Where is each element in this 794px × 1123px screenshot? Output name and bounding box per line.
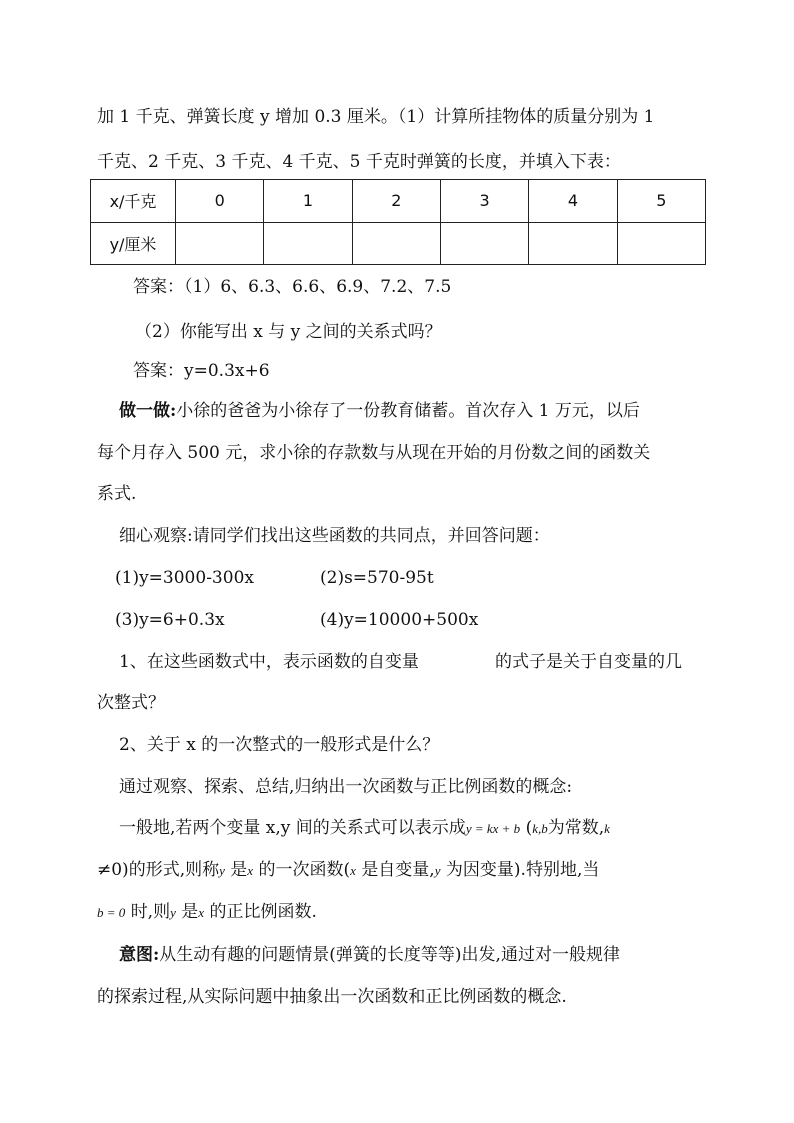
table-cell (176, 222, 264, 265)
def-text: ( (525, 818, 533, 838)
equation-b-0: b = 0 (97, 905, 126, 920)
intent-line-1 (119, 943, 620, 967)
def-text: 是 (181, 902, 199, 922)
def-text: 时,则 (130, 902, 171, 922)
intent-text-1: 从生动有趣的问题情景(弹簧的长度等等)出发,通过对一般规律 (159, 945, 620, 965)
question-2-form: 2、关于 x 的一次整式的一般形式是什么？ (119, 735, 440, 755)
text-line-2: 千克、2 千克、3 千克、4 千克、5 千克时弹簧的长度，并填入下表： (97, 152, 621, 172)
observe-line: 细心观察:请同学们找出这些函数的共同点，并回答问题： (119, 526, 550, 546)
text-line-1: 加 1 千克、弹簧长度 y 增加 0.3 厘米。（1）计算所挂物体的质量分别为 1 (97, 107, 655, 127)
table-header-y: y/厘米 (91, 222, 176, 265)
table-cell (440, 222, 528, 265)
math-y: y (219, 863, 225, 878)
intent-line-2: 的探索过程,从实际问题中抽象出一次函数和正比例函数的概念. (97, 987, 567, 1007)
table-cell: 5 (617, 180, 705, 223)
table-cell: 2 (352, 180, 440, 223)
table-cell (617, 222, 705, 265)
formula-1: (1)y=3000-300x (115, 568, 254, 588)
math-y: y (170, 905, 176, 920)
math-y: y (434, 863, 441, 878)
def-text: 为常数, (547, 818, 605, 838)
definition-line-3 (97, 900, 317, 925)
def-text: 的一次函数( (258, 860, 351, 880)
question-1c: 次整式？ (97, 693, 165, 713)
table-cell (529, 222, 617, 265)
math-k-b: k,b (532, 821, 548, 836)
math-x: x (247, 863, 254, 878)
def-text: 的正比例函数. (209, 902, 317, 922)
activity-text-1: 小徐的爸爸为小徐存了一份教育储蓄。首次存入 1 万元，以后 (176, 401, 640, 421)
activity-line-2: 每个月存入 500 元，求小徐的存款数与从现在开始的月份数之间的函数关 (97, 443, 651, 463)
table-cell: 4 (529, 180, 617, 223)
question-2: （2）你能写出 x 与 y 之间的关系式吗？ (135, 322, 442, 342)
def-text: 是自变量, (361, 860, 435, 880)
equation-y-kx-b: y = kx + b (465, 821, 521, 836)
table-cell (264, 222, 352, 265)
table-cell: 1 (264, 180, 352, 223)
intent-label: 意图: (119, 945, 160, 965)
activity-label: 做一做: (119, 401, 177, 421)
table-cell: 0 (176, 180, 264, 223)
math-x: x (350, 863, 356, 878)
answer-1: 答案：（1）6、6.3、6.6、6.9、7.2、7.5 (133, 277, 452, 297)
table-row (91, 180, 706, 223)
table-cell: 3 (440, 180, 528, 223)
activity-line-3: 系式. (97, 484, 137, 504)
def-text: ≠0)的形式,则称 (97, 860, 220, 880)
def-text: 一般地,若两个变量 x,y 间的关系式可以表示成 (119, 818, 466, 838)
formula-4: (4)y=10000+500x (320, 610, 479, 630)
question-1a: 1、在这些函数式中，表示函数的自变量 (119, 652, 419, 672)
formula-3: (3)y=6+0.3x (115, 610, 225, 630)
def-text: 是 (230, 860, 248, 880)
table-row (91, 222, 706, 265)
table-cell (352, 222, 440, 265)
definition-line-1 (119, 816, 610, 841)
table-header-x: x/千克 (91, 180, 176, 223)
answer-2: 答案：y=0.3x+6 (133, 361, 270, 381)
definition-line-2 (97, 858, 599, 883)
question-1b: 的式子是关于自变量的几 (495, 652, 682, 672)
def-text: 为因变量).特别地,当 (445, 860, 600, 880)
activity-line-1 (119, 399, 640, 423)
formula-2: (2)s=570-95t (320, 568, 434, 588)
math-x: x (198, 905, 205, 920)
data-table (90, 179, 706, 265)
summary-line: 通过观察、探索、总结,归纳出一次函数与正比例函数的概念: (119, 777, 573, 797)
math-k: k (604, 821, 610, 836)
